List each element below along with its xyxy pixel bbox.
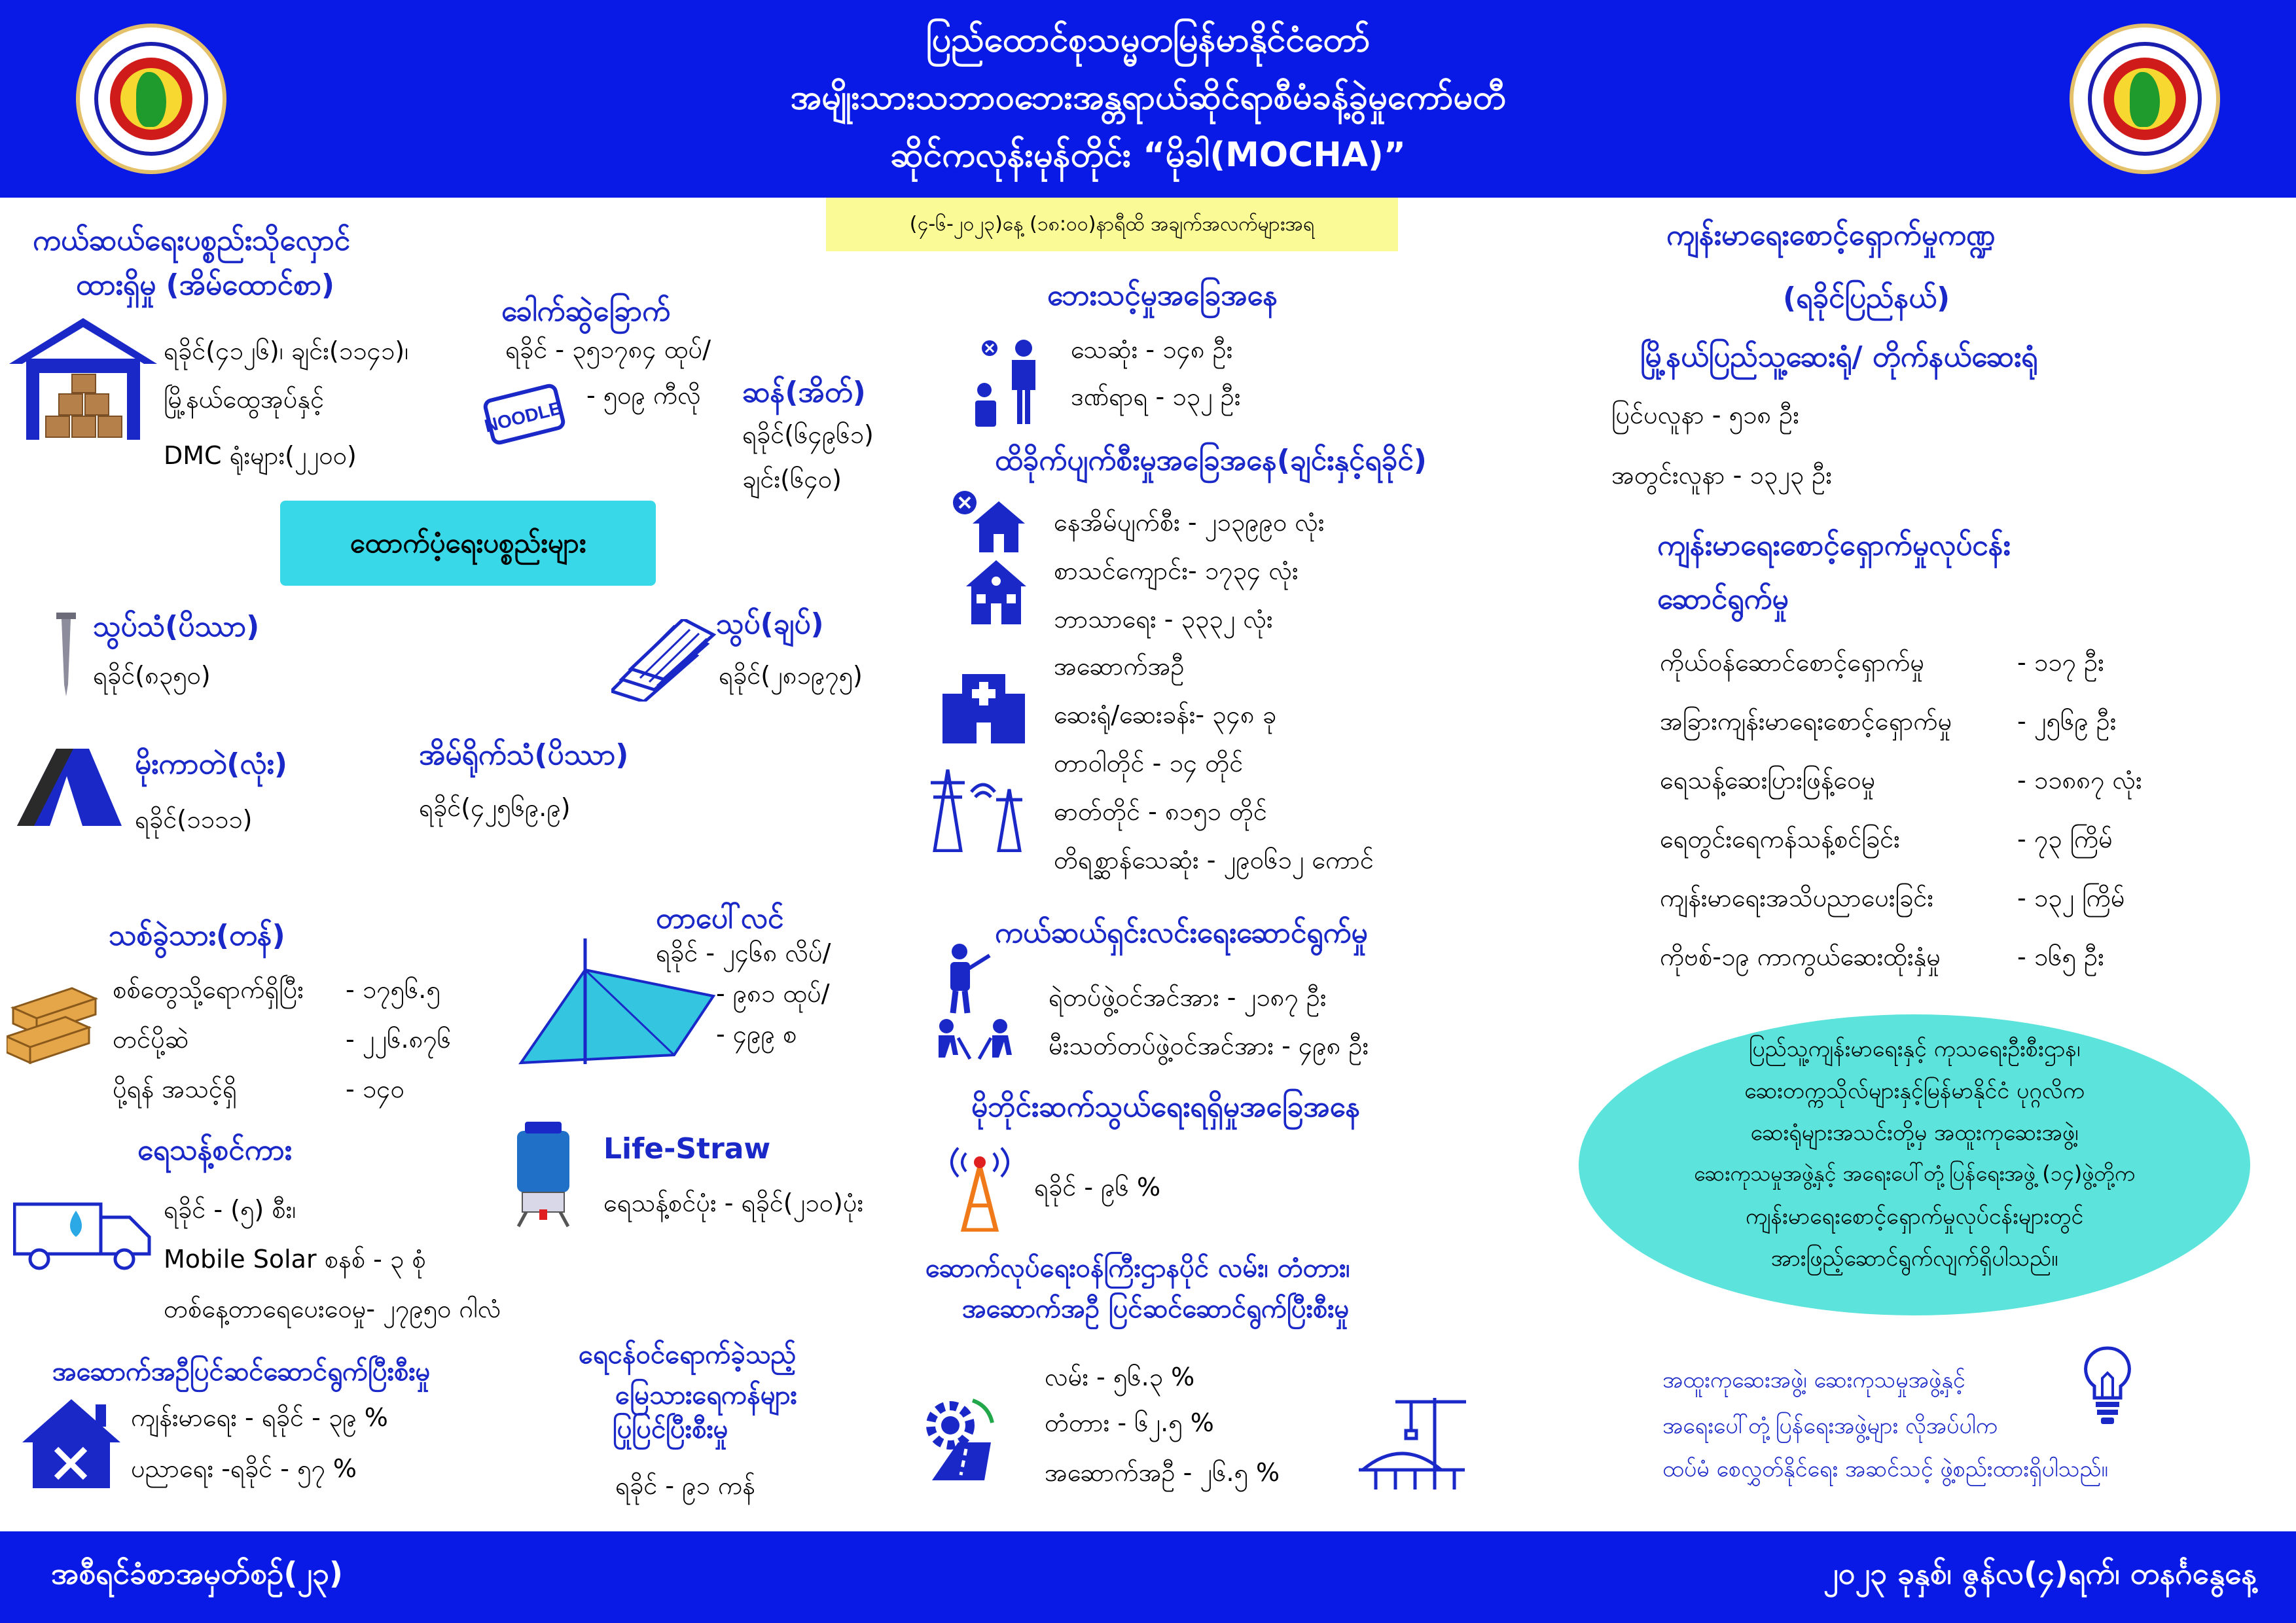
header-title-3: ဆိုင်ကလုန်းမုန်တိုင်း “မိုခါ(MOCHA)”: [890, 135, 1406, 175]
damage-poles: ဓာတ်တိုင် - ၈၁၅၁ တိုင်: [1054, 797, 1267, 826]
nail-title: သွပ်သံ(ပိဿာ): [93, 610, 260, 643]
victims-title: ဘေးသင့်မှုအခြေအနေ: [1047, 279, 1278, 312]
telecom-line-1: ရခိုင် - ၉၆ %: [1034, 1173, 1161, 1202]
noodle-pack-icon: [482, 380, 567, 449]
tent-icon: [17, 743, 122, 831]
school-icon: [966, 558, 1026, 626]
water-truck-title: ရေသန့်စင်ကား: [137, 1133, 292, 1167]
rescue-title: ကယ်ဆယ်ရှင်းလင်းရေးဆောင်ရွက်မှု: [995, 916, 1368, 950]
township-hospital-title: မြို့နယ်ပြည်သူ့ဆေးရုံ/ တိုက်နယ်ဆေးရုံ: [1640, 340, 2038, 374]
medical-teams-line-4: ဆေးကုသမှုအဖွဲ့နှင့် အရေးပေါ်တုံ့ပြန်ရေးအဖွဲ့ (၁၄)ဖွဲ့တို့က: [1694, 1161, 2135, 1186]
water-truck-line-2: Mobile Solar စနစ် - ၃ စုံ: [164, 1245, 426, 1274]
building-repair-title: အဆောက်အဦပြင်ဆင်ဆောင်ရွက်ပြီးစီးမှု: [52, 1357, 431, 1387]
medical-teams-note: [1579, 1014, 2250, 1315]
service-purification-tablets-value: - ၁၁၈၈၇ လုံး: [2017, 766, 2142, 794]
damage-religious: ဘာသာရေး - ၃၃၃၂ လုံး: [1054, 605, 1273, 633]
hospital-icon: [942, 674, 1025, 743]
noodle-line-2: - ၅၀၉ ကီလို: [586, 381, 701, 410]
works-bridges: တံတား - ၆၂.၅ %: [1045, 1408, 1214, 1437]
service-covid-vaccine-label: ကိုဗစ်-၁၉ ကာကွယ်ဆေးထိုးနှံမှု: [1660, 942, 1941, 971]
works-title-1: ဆောက်လုပ်ရေးဝန်ကြီးဌာနပိုင် လမ်း၊ တံတား၊: [925, 1253, 1350, 1283]
service-purification-tablets-label: ရေသန့်ဆေးပြားဖြန့်ဝေမှု: [1660, 766, 1876, 794]
rescue-fire: မီးသတ်တပ်ဖွဲ့ဝင်အင်အား - ၄၉၈ ဦး: [1049, 1031, 1369, 1060]
victims-deaths: သေဆုံး - ၁၄၈ ဦး: [1071, 335, 1233, 364]
wood-line-1-value: - ၁၇၅၆.၅: [346, 975, 440, 1004]
noodle-line-1: ရခိုင် - ၃၅၁၇၈၄ ထုပ်/: [505, 335, 711, 364]
report-number: အစီရင်ခံစာအမှတ်စဉ်(၂၃): [51, 1556, 343, 1591]
damage-towers: တာဝါတိုင် - ၁၄ တိုင်: [1054, 749, 1244, 777]
support-supplies-box: ထောက်ပံ့ရေးပစ္စည်းများ: [280, 501, 656, 586]
nail-icon: [55, 613, 77, 698]
rice-line-2: ချင်း(၆၄၀): [742, 465, 842, 493]
water-truck-icon: [13, 1202, 152, 1271]
shelter-title-1: ကယ်ဆယ်ရေးပစ္စည်းသိုလှောင်: [33, 224, 351, 257]
tarp-line-3: - ၄၉၉ စ: [716, 1020, 797, 1048]
health-title-2: (ရခိုင်ပြည်နယ်): [1783, 281, 1950, 315]
works-roads: လမ်း - ၅၆.၃ %: [1045, 1363, 1195, 1391]
roof-nail-line-1: ရခိုင်(၄၂၅၆၉.၉): [419, 793, 571, 822]
health-title-1: ကျန်းမာရေးစောင့်ရှောက်မှုကဏ္ဍ: [1666, 219, 1996, 252]
wood-line-2-label: တင်ပို့ဆဲ: [113, 1025, 189, 1054]
damage-hospitals: ဆေးရုံ/ဆေးခန်း- ၃၄၈ ခု: [1054, 700, 1277, 729]
service-prenatal-value: - ၁၁၇ ဦး: [2017, 648, 2104, 677]
damage-title: ထိခိုက်ပျက်စီးမှုအခြေအနေ(ချင်းနှင့်ရခိုင်): [995, 444, 1427, 477]
service-other-care-label: အခြားကျန်းမာရေးစောင့်ရှောက်မှု: [1660, 707, 1952, 736]
data-date-band: (၄-၆-၂၀၂၃)နေ့ (၁၈:၀၀)နာရီထိ အချက်အလက်များအရ: [826, 198, 1398, 251]
zinc-line-1: ရခိုင်(၂၈၁၉၇၅): [719, 661, 863, 690]
warehouse-icon: [9, 318, 157, 440]
service-health-education-value: - ၁၃၂ ကြိမ်: [2017, 883, 2125, 912]
medical-teams-line-6: အားဖြည့်ဆောင်ရွက်လျက်ရှိပါသည်။: [1770, 1245, 2058, 1272]
tent-line-1: ရခိုင်(၁၁၁၁): [135, 805, 253, 834]
rice-line-1: ရခိုင်(၆၄၉၆၁): [742, 420, 874, 449]
medical-teams-line-2: ဆေးတက္ကသိုလ်များနှင့်မြန်မာနိုင်ငံ ပုဂ္ဂလိက: [1744, 1078, 2085, 1104]
rice-title: ဆန်(အိတ်): [742, 376, 866, 409]
shelter-line-3: DMC ရုံးများ(၂၂၀၀): [164, 441, 357, 470]
header-title-1: ပြည်ထောင်စုသမ္မတမြန်မာနိုင်ငံတော်: [925, 20, 1371, 60]
standby-note-line-1: အထူးကုဆေးအဖွဲ့၊ ဆေးကုသမှုအဖွဲ့နှင့်: [1662, 1367, 1965, 1393]
shelter-title-2: ထားရှိမှု (အိမ်ထောင်စာ): [76, 268, 335, 302]
service-covid-vaccine-value: - ၁၆၅ ဦး: [2017, 942, 2104, 971]
lumber-icon: [7, 982, 102, 1065]
medical-teams-line-5: ကျန်းမာရေးစောင့်ရှောက်မှုလုပ်ငန်းများတွင်: [1745, 1204, 2084, 1230]
building-repair-health: ကျန်းမာရေး - ရခိုင် - ၃၉ %: [131, 1403, 388, 1432]
tarp-line-2: - ၉၈၁ ထုပ်/: [716, 979, 830, 1008]
zinc-title: သွပ်(ချပ်): [716, 607, 824, 641]
works-buildings: အဆောက်အဦ - ၂၆.၅ %: [1045, 1458, 1280, 1487]
lifestraw-line-1: ရေသန့်စင်ပုံး - ရခိုင်(၂၁၀)ပုံး: [603, 1188, 864, 1217]
outpatients: ပြင်ပလူနာ - ၅၁၈ ဦး: [1611, 401, 1799, 429]
noodle-pack-label: NOODLE: [482, 397, 564, 437]
roof-nail-title: အိမ်ရိုက်သံ(ပိဿာ): [419, 738, 629, 772]
works-title-2: အဆောက်အဦ ပြင်ဆင်ဆောင်ရွက်ပြီးစီးမှု: [962, 1294, 1350, 1324]
health-services-title-1: ကျန်းမာရေးစောင့်ရှောက်မှုလုပ်ငန်း: [1657, 529, 2011, 562]
water-truck-line-1: ရခိုင် - (၅) စီး၊: [164, 1195, 296, 1224]
pond-title-1: ရေငန်ဝင်ရောက်ခဲ့သည့်: [579, 1340, 797, 1370]
service-well-cleaning-label: ရေတွင်းရေကန်သန့်စင်ခြင်း: [1660, 825, 1900, 853]
damage-houses: နေအိမ်ပျက်စီး - ၂၁၃၉၉၀ လုံး: [1054, 508, 1325, 537]
power-tower-icon: [928, 763, 1029, 852]
header-title-2: အမျိုးသားသဘာဝဘေးအန္တရာယ်ဆိုင်ရာစီမံခန့်ခွဲမှုကော်မတီ: [790, 78, 1506, 117]
road-gear-icon: [919, 1397, 996, 1482]
service-well-cleaning-value: - ၇၃ ကြိမ်: [2017, 825, 2113, 853]
nail-line-1: ရခိုင်(၈၃၅၀): [93, 661, 211, 690]
lifestraw-icon: [512, 1118, 575, 1228]
health-services-title-2: ဆောင်ရွက်မှု: [1657, 582, 1789, 616]
damage-schools: စာသင်ကျောင်း- ၁၇၃၄ လုံး: [1054, 556, 1299, 585]
tarp-line-1: ရခိုင် - ၂၄၆၈ လိပ်/: [656, 938, 831, 967]
medical-teams-line-1: ပြည်သူ့ကျန်းမာရေးနှင့် ကုသရေးဦးစီးဌာန၊: [1748, 1036, 2081, 1062]
rescue-workers-icon: [927, 942, 1021, 1064]
cell-tower-icon: [950, 1147, 1009, 1232]
report-date: ၂၀၂၃ ခုနှစ်၊ ဇွန်လ(၄)ရက်၊ တနင်္ဂနွေနေ့: [1823, 1556, 2257, 1591]
bridge-crane-icon: [1356, 1391, 1467, 1491]
damaged-house-icon: [953, 491, 1025, 555]
standby-note-line-3: ထပ်မံ စေလွှတ်နိုင်ရေး အဆင်သင့် ဖွဲ့စည်းထားရှိပါသည်။: [1662, 1456, 2108, 1482]
pond-title-3: ပြုပြင်ပြီးစီးမှု: [613, 1414, 728, 1444]
pond-title-2: မြေသားရေကန်များ: [615, 1380, 797, 1410]
house-repair-icon: [22, 1399, 120, 1488]
telecom-title: မိုဘိုင်းဆက်သွယ်ရေးရရှိမှုအခြေအနေ: [971, 1090, 1361, 1124]
casualties-icon: [971, 339, 1046, 427]
damage-livestock: တိရစ္ဆာန်သေဆုံး - ၂၉၀၆၁၂ ကောင်: [1054, 846, 1374, 874]
standby-note-line-2: အရေးပေါ်တုံ့ပြန်ရေးအဖွဲ့များ လိုအပ်ပါက: [1662, 1413, 1998, 1439]
water-truck-line-3: တစ်နေ့တာရေပေးဝေမှု- ၂၇၉၅၀ ဂါလံ: [164, 1294, 501, 1323]
wood-line-1-label: စစ်တွေသို့ရောက်ရှိပြီး: [113, 975, 304, 1004]
wood-title: သစ်ခွဲသား(တန်): [109, 919, 285, 952]
lightbulb-icon: [2081, 1344, 2134, 1433]
service-prenatal-label: ကိုယ်ဝန်ဆောင်စောင့်ရှောက်မှု: [1660, 648, 1925, 677]
service-health-education-label: ကျန်းမာရေးအသိပညာပေးခြင်း: [1660, 883, 1934, 912]
wood-line-3-label: ပို့ရန် အသင့်ရှိ: [113, 1075, 237, 1103]
wood-line-3-value: - ၁၄၀: [346, 1075, 404, 1103]
shelter-line-1: ရခိုင်(၄၁၂၆)၊ ချင်း(၁၁၄၁)၊: [164, 336, 409, 365]
damage-religious-2: အဆောက်အဦ: [1054, 652, 1185, 681]
wood-line-2-value: - ၂၂၆.၈၇၆: [346, 1025, 452, 1054]
medical-teams-line-3: ဆေးရုံများအသင်းတို့မှ အထူးကုဆေးအဖွဲ့၊: [1750, 1120, 2079, 1146]
victims-injured: ဒဏ်ရာရ - ၁၃၂ ဦး: [1071, 382, 1241, 411]
rescue-police: ရဲတပ်ဖွဲ့ဝင်အင်အား - ၂၁၈၇ ဦး: [1049, 983, 1327, 1012]
header-banner: [0, 0, 2296, 198]
footer-banner: [0, 1531, 2296, 1623]
pond-line-1: ရခိုင် - ၉၁ ကန်: [615, 1471, 755, 1500]
noodle-title: ခေါက်ဆွဲခြောက်: [501, 294, 671, 328]
tarp-title: တာပေါ်လင်: [656, 902, 784, 935]
building-repair-education: ပညာရေး -ရခိုင် - ၅၇ %: [131, 1454, 357, 1483]
lifestraw-title: Life-Straw: [603, 1132, 771, 1166]
service-other-care-value: - ၂၅၆၉ ဦး: [2017, 707, 2117, 736]
zinc-sheet-icon: [611, 619, 716, 702]
shelter-line-2: မြို့နယ်ထွေအုပ်နှင့်: [164, 385, 325, 414]
tarpaulin-shelter-icon: [517, 937, 720, 1065]
inpatients: အတွင်းလူနာ - ၁၃၂၃ ဦး: [1611, 461, 1832, 490]
tent-title: မိုးကာတဲ(လုံး): [135, 747, 287, 781]
